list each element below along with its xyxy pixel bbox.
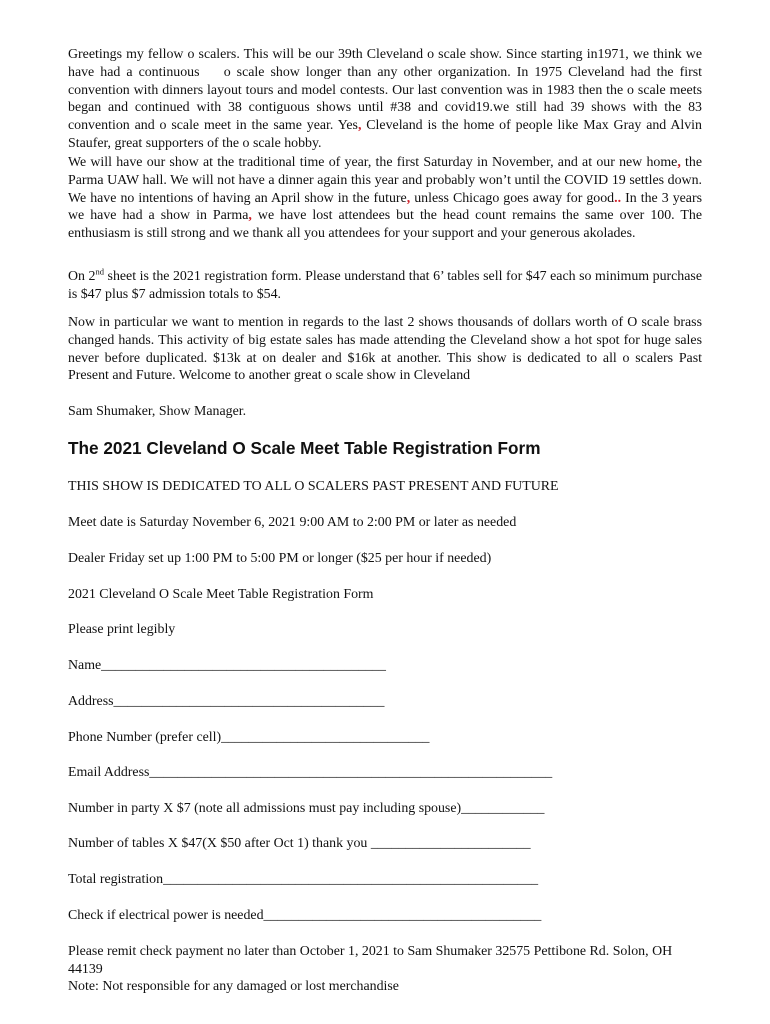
- print-legibly-note: Please print legibly: [68, 622, 176, 637]
- para2-text-4: In the 3 years we have had a show in Parma: [68, 190, 703, 224]
- para2-text-2: the Parma UAW hall. We will not have a dinner again this year and probably won’t until the COVID 19 settles down. We have no intentions of having an April show in the future: [68, 155, 702, 206]
- para2-red-comma-3: ,: [248, 208, 252, 224]
- para2-text-3: unless Chicago goes away for good: [410, 190, 615, 206]
- electrical-power-field[interactable]: Check if electrical power is needed________________________________________: [68, 908, 542, 923]
- para3-pre: On 2: [68, 269, 96, 284]
- letter-paragraph-3: [68, 268, 702, 304]
- para2-red-comma-2: ,: [406, 190, 411, 206]
- phone-field[interactable]: Phone Number (prefer cell)______________________________: [68, 730, 430, 745]
- email-field[interactable]: Email Address__________________________________________________________: [68, 765, 553, 780]
- party-count-field[interactable]: Number in party X $7 (note all admissions must pay including spouse)____________: [68, 801, 545, 816]
- para2-red-comma-1: ,: [677, 155, 681, 170]
- para3-post: sheet is the 2021 registration form. Please understand that 6’ tables sell for $47 each so minimum purchase is $47 plus $7 admission totals to $54.: [68, 269, 702, 302]
- para3-superscript: nd: [95, 266, 104, 277]
- dealer-setup-line: Dealer Friday set up 1:00 PM to 5:00 PM or longer ($25 per hour if needed): [68, 551, 492, 566]
- liability-note: Note: Not responsible for any damaged or lost merchandise: [68, 979, 399, 994]
- para2-text-5: we have lost attendees but the head count remains the same over 100. The enthusiasm is still strong and we thank all you attendees for your support and your generous akolades.: [68, 208, 703, 242]
- para1-text-2: Cleveland is the home of people like Max Gray and Alvin Staufer, great supporters of the o scale hobby.: [68, 118, 702, 151]
- form-heading: The 2021 Cleveland O Scale Meet Table Registration Form: [68, 438, 541, 458]
- letter-paragraph-4: Now in particular we want to mention in regards to the last 2 shows thousands of dollars worth of O scale brass changed hands. This activity of big estate sales has made attending the Cleveland show a hot spot for huge sales never before duplicated. $13k at on dealer and $16k at another. This show is dedicated to all o scalers Past Present and Future. Welcome to another great o scale show in Cleveland: [68, 315, 702, 384]
- para1-red-comma: ,: [357, 118, 362, 134]
- meet-date-line: Meet date is Saturday November 6, 2021 9:00 AM to 2:00 PM or later as needed: [68, 515, 517, 530]
- para2-red-dots: ..: [614, 190, 622, 206]
- name-field[interactable]: Name_________________________________________: [68, 658, 386, 673]
- total-registration-field[interactable]: Total registration______________________________________________________: [68, 872, 539, 887]
- letter-paragraph-2: [68, 154, 702, 243]
- address-field[interactable]: Address_______________________________________: [68, 694, 385, 709]
- signature: Sam Shumaker, Show Manager.: [68, 404, 247, 419]
- para1-text-1: Greetings my fellow o scalers. This will be our 39th Cleveland o scale show. Since starting in1971, we think we have had a continuous o scale show longer than any other organization. In 1975 Cleveland had the first convention with dinners layout tours and model contests. Our last convention was in 1983 then the o scale meets began and continued with 38 contiguous shows until #38 and covid19.we still had 39 shows with the 83 convention and o scale meet in the same year. Yes: [68, 47, 702, 134]
- form-title-line: 2021 Cleveland O Scale Meet Table Registration Form: [68, 587, 374, 602]
- dedication-line: THIS SHOW IS DEDICATED TO ALL O SCALERS PAST PRESENT AND FUTURE: [68, 479, 559, 494]
- para2-text-1: We will have our show at the traditional time of year, the first Saturday in November, and at our new home: [68, 155, 678, 170]
- letter-paragraph-1: [68, 46, 702, 153]
- table-count-field[interactable]: Number of tables X $47(X $50 after Oct 1) thank you _______________________: [68, 836, 531, 851]
- remit-instructions: Please remit check payment no later than October 1, 2021 to Sam Shumaker 32575 Pettibone Rd. Solon, OH 44139: [68, 944, 680, 977]
